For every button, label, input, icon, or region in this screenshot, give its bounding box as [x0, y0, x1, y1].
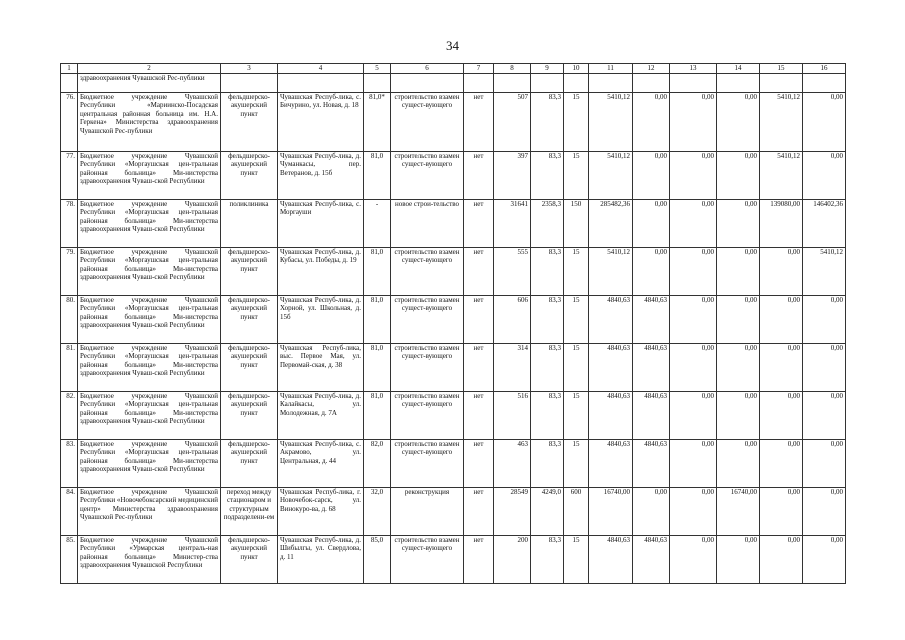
column-number-7: 7 — [464, 64, 494, 74]
cell-cost-y3 — [717, 74, 760, 93]
cell-address: Чувашская Респуб-лика, д. Хорной, ул. Школьная, д. 15б — [278, 296, 364, 344]
cell-facility-type: фельдшерско-акушерский пункт — [221, 344, 278, 392]
cell-capacity — [531, 74, 564, 93]
column-number-2: 2 — [78, 64, 221, 74]
cell-flag: нет — [464, 248, 494, 296]
column-number-9: 9 — [531, 64, 564, 74]
cell-organization: Бюджетное учреждение Чувашской Республики «Моргаушская цен-тральная районная больница» Ми-нистерства здравоохранения Чуваш-ской Республики — [78, 152, 221, 200]
cell-area — [364, 74, 391, 93]
cell-organization: Бюджетное учреждение Чувашской Республики «Моргаушская цен-тральная районная больница» Ми-нистерства здравоохранения Чуваш-ской Республики — [78, 440, 221, 488]
cell-cost-y4: 0,00 — [760, 536, 803, 584]
cell-capacity: 4249,0 — [531, 488, 564, 536]
table-row — [61, 296, 846, 344]
cell-visits: 15 — [564, 248, 589, 296]
cell-visits: 150 — [564, 200, 589, 248]
cell-row-number: 82. — [61, 392, 78, 440]
cell-organization: Бюджетное учреждение Чувашской Республики «Моргаушская цен-тральная районная больница» Ми-нистерства здравоохранения Чуваш-ской Республики — [78, 392, 221, 440]
cell-organization: Бюджетное учреждение Чувашской Республики «Новочебоксарский медицинский центр» Министерства здравоохранения Чувашской Рес-публики — [78, 488, 221, 536]
cell-facility-type: фельдшерско-акушерский пункт — [221, 152, 278, 200]
cell-population — [494, 74, 531, 93]
cell-flag: нет — [464, 344, 494, 392]
cell-capacity: 83,3 — [531, 536, 564, 584]
column-number-4: 4 — [278, 64, 364, 74]
cell-cost-y5 — [803, 74, 846, 93]
cell-organization: Бюджетное учреждение Чувашской Республики «Моргаушская цен-тральная районная больница» Ми-нистерства здравоохранения Чуваш-ской Республики — [78, 248, 221, 296]
cell-flag: нет — [464, 488, 494, 536]
cell-address: Чувашская Респуб-лика, с. Моргауши — [278, 200, 364, 248]
column-number-row — [61, 64, 846, 74]
cell-facility-type: фельдшерско-акушерский пункт — [221, 296, 278, 344]
cell-cost-y3: 0,00 — [717, 392, 760, 440]
cell-cost-y4 — [760, 74, 803, 93]
cell-area: 82,0 — [364, 440, 391, 488]
cell-cost-y1: 4840,63 — [633, 296, 670, 344]
cell-population: 31641 — [494, 200, 531, 248]
cell-cost-y3: 16740,00 — [717, 488, 760, 536]
cell-row-number: 77. — [61, 152, 78, 200]
cell-cost-y3: 0,00 — [717, 296, 760, 344]
cell-flag: нет — [464, 536, 494, 584]
cell-flag: нет — [464, 200, 494, 248]
table-row — [61, 392, 846, 440]
cell-total-cost: 16740,00 — [589, 488, 633, 536]
table-row — [61, 200, 846, 248]
cell-cost-y1: 0,00 — [633, 152, 670, 200]
cell-work-type — [391, 74, 464, 93]
cell-total-cost: 4840,63 — [589, 344, 633, 392]
column-number-8: 8 — [494, 64, 531, 74]
cell-row-number — [61, 74, 78, 93]
cell-area: 81,0 — [364, 296, 391, 344]
cell-organization: Бюджетное учреждение Чувашской Республики «Моргаушская цен-тральная районная больница» Ми-нистерства здравоохранения Чуваш-ской Республики — [78, 296, 221, 344]
cell-total-cost: 4840,63 — [589, 392, 633, 440]
cell-cost-y5: 0,00 — [803, 440, 846, 488]
cell-cost-y3: 0,00 — [717, 93, 760, 152]
cell-total-cost: 5410,12 — [589, 248, 633, 296]
cell-row-number: 81. — [61, 344, 78, 392]
cell-flag: нет — [464, 392, 494, 440]
cell-population: 555 — [494, 248, 531, 296]
column-number-16: 16 — [803, 64, 846, 74]
cell-capacity: 83,3 — [531, 93, 564, 152]
cell-visits: 15 — [564, 296, 589, 344]
cell-cost-y4: 0,00 — [760, 392, 803, 440]
cell-work-type: строительство взамен сущест-вующего — [391, 248, 464, 296]
cell-cost-y1: 0,00 — [633, 93, 670, 152]
cell-area: 81,0 — [364, 152, 391, 200]
cell-facility-type: фельдшерско-акушерский пункт — [221, 392, 278, 440]
cell-cost-y4: 0,00 — [760, 296, 803, 344]
cell-cost-y5: 0,00 — [803, 152, 846, 200]
cell-cost-y1: 0,00 — [633, 248, 670, 296]
facilities-table — [60, 63, 846, 584]
column-number-12: 12 — [633, 64, 670, 74]
cell-cost-y3: 0,00 — [717, 200, 760, 248]
cell-flag: нет — [464, 93, 494, 152]
cell-cost-y1 — [633, 74, 670, 93]
cell-organization: Бюджетное учреждение Чувашской Республики «Моргаушская цен-тральная районная больница» Ми-нистерства здравоохранения Чуваш-ской Республики — [78, 200, 221, 248]
cell-cost-y2: 0,00 — [670, 488, 717, 536]
cell-total-cost: 5410,12 — [589, 152, 633, 200]
cell-capacity: 83,3 — [531, 392, 564, 440]
cell-facility-type — [221, 74, 278, 93]
cell-row-number: 79. — [61, 248, 78, 296]
table-row — [61, 74, 846, 93]
cell-cost-y4: 0,00 — [760, 488, 803, 536]
cell-cost-y2: 0,00 — [670, 200, 717, 248]
table-row — [61, 152, 846, 200]
cell-cost-y5: 0,00 — [803, 296, 846, 344]
cell-address: Чувашская Респуб-лика, г. Новочебок-сарск, ул. Винокуро-ва, д. 68 — [278, 488, 364, 536]
cell-work-type: строительство взамен сущест-вующего — [391, 536, 464, 584]
cell-total-cost: 4840,63 — [589, 296, 633, 344]
cell-cost-y2: 0,00 — [670, 152, 717, 200]
cell-cost-y5: 146402,36 — [803, 200, 846, 248]
cell-population: 606 — [494, 296, 531, 344]
column-number-13: 13 — [670, 64, 717, 74]
cell-organization: Бюджетное учреждение Чувашской Республики «Моргаушская цен-тральная районная больница» Ми-нистерства здравоохранения Чуваш-ской Республики — [78, 344, 221, 392]
cell-population: 397 — [494, 152, 531, 200]
cell-cost-y4: 5410,12 — [760, 152, 803, 200]
cell-work-type: строительство взамен сущест-вующего — [391, 93, 464, 152]
cell-organization: Бюджетное учреждение Чувашской Республики «Урмарская централь-ная районная больница» Министер-ства здравоохранения Чувашской Республики — [78, 536, 221, 584]
cell-cost-y5: 0,00 — [803, 344, 846, 392]
cell-address: Чувашская Респуб-лика, д. Чуманкасы, пер. Ветеранов, д. 15б — [278, 152, 364, 200]
cell-cost-y3: 0,00 — [717, 152, 760, 200]
cell-cost-y5: 0,00 — [803, 536, 846, 584]
cell-visits: 15 — [564, 152, 589, 200]
cell-population: 507 — [494, 93, 531, 152]
column-number-5: 5 — [364, 64, 391, 74]
cell-total-cost — [589, 74, 633, 93]
cell-row-number: 85. — [61, 536, 78, 584]
column-number-3: 3 — [221, 64, 278, 74]
table-row — [61, 344, 846, 392]
cell-area: - — [364, 200, 391, 248]
cell-cost-y4: 139080,00 — [760, 200, 803, 248]
cell-cost-y1: 4840,63 — [633, 392, 670, 440]
cell-visits: 15 — [564, 93, 589, 152]
cell-facility-type: фельдшерско-акушерский пункт — [221, 440, 278, 488]
cell-facility-type: фельдшерско-акушерский пункт — [221, 93, 278, 152]
cell-area: 32,0 — [364, 488, 391, 536]
cell-total-cost: 5410,12 — [589, 93, 633, 152]
cell-cost-y3: 0,00 — [717, 536, 760, 584]
cell-row-number: 76. — [61, 93, 78, 152]
cell-address — [278, 74, 364, 93]
cell-cost-y3: 0,00 — [717, 344, 760, 392]
cell-population: 516 — [494, 392, 531, 440]
cell-cost-y5: 0,00 — [803, 392, 846, 440]
cell-cost-y2: 0,00 — [670, 248, 717, 296]
cell-cost-y4: 0,00 — [760, 440, 803, 488]
cell-facility-type: фельдшерско-акушерский пункт — [221, 248, 278, 296]
cell-cost-y4: 0,00 — [760, 248, 803, 296]
table-row — [61, 248, 846, 296]
column-number-15: 15 — [760, 64, 803, 74]
table-row — [61, 440, 846, 488]
cell-cost-y1: 4840,63 — [633, 344, 670, 392]
cell-organization: здравоохранения Чувашской Рес-публики — [78, 74, 221, 93]
cell-cost-y3: 0,00 — [717, 440, 760, 488]
cell-cost-y1: 4840,63 — [633, 536, 670, 584]
cell-area: 85,0 — [364, 536, 391, 584]
column-number-1: 1 — [61, 64, 78, 74]
cell-row-number: 78. — [61, 200, 78, 248]
cell-facility-type: поликлиника — [221, 200, 278, 248]
cell-cost-y3: 0,00 — [717, 248, 760, 296]
cell-cost-y2: 0,00 — [670, 344, 717, 392]
cell-cost-y2: 0,00 — [670, 296, 717, 344]
cell-cost-y2: 0,00 — [670, 93, 717, 152]
column-number-6: 6 — [391, 64, 464, 74]
cell-cost-y2: 0,00 — [670, 440, 717, 488]
table-row — [61, 488, 846, 536]
cell-row-number: 80. — [61, 296, 78, 344]
cell-row-number: 83. — [61, 440, 78, 488]
cell-total-cost: 285482,36 — [589, 200, 633, 248]
cell-area: 81,0* — [364, 93, 391, 152]
cell-visits: 15 — [564, 440, 589, 488]
cell-area: 81,0 — [364, 344, 391, 392]
cell-area: 81,0 — [364, 248, 391, 296]
cell-capacity: 83,3 — [531, 440, 564, 488]
cell-work-type: новое строи-тельство — [391, 200, 464, 248]
cell-flag: нет — [464, 152, 494, 200]
cell-visits: 15 — [564, 536, 589, 584]
cell-address: Чувашская Респуб-лика, д. Калайкасы, ул. Молодежная, д. 7А — [278, 392, 364, 440]
cell-total-cost: 4840,63 — [589, 536, 633, 584]
cell-cost-y4: 0,00 — [760, 344, 803, 392]
cell-address: Чувашская Респуб-лика, д. Шибылгы, ул. Свердлова, д. 11 — [278, 536, 364, 584]
cell-work-type: реконструкция — [391, 488, 464, 536]
cell-cost-y2: 0,00 — [670, 536, 717, 584]
column-number-10: 10 — [564, 64, 589, 74]
cell-population: 314 — [494, 344, 531, 392]
cell-work-type: строительство взамен сущест-вующего — [391, 344, 464, 392]
cell-flag: нет — [464, 296, 494, 344]
cell-cost-y2: 0,00 — [670, 392, 717, 440]
cell-population: 463 — [494, 440, 531, 488]
cell-address: Чувашская Респуб-лика, выс. Первое Мая, ул. Первомай-ская, д. 38 — [278, 344, 364, 392]
cell-cost-y5: 0,00 — [803, 93, 846, 152]
cell-population: 200 — [494, 536, 531, 584]
cell-visits: 15 — [564, 344, 589, 392]
cell-cost-y5: 5410,12 — [803, 248, 846, 296]
cell-cost-y2 — [670, 74, 717, 93]
cell-capacity: 2358,3 — [531, 200, 564, 248]
cell-cost-y4: 5410,12 — [760, 93, 803, 152]
cell-total-cost: 4840,63 — [589, 440, 633, 488]
table-row — [61, 536, 846, 584]
cell-organization: Бюджетное учреждение Чувашской Республики «Мариинско-Посадская центральная районная больница им. Н.А. Геркена» Министерства здравоохранения Чувашской Рес-публики — [78, 93, 221, 152]
page-number: 34 — [446, 38, 459, 53]
cell-cost-y1: 4840,63 — [633, 440, 670, 488]
cell-facility-type: переход между стационаром и структурным подразделени-ем — [221, 488, 278, 536]
cell-facility-type: фельдшерско-акушерский пункт — [221, 536, 278, 584]
cell-row-number: 84. — [61, 488, 78, 536]
cell-visits: 600 — [564, 488, 589, 536]
cell-flag: нет — [464, 440, 494, 488]
cell-visits — [564, 74, 589, 93]
column-number-11: 11 — [589, 64, 633, 74]
cell-work-type: строительство взамен сущест-вующего — [391, 152, 464, 200]
cell-population: 28549 — [494, 488, 531, 536]
cell-area: 81,0 — [364, 392, 391, 440]
table-row — [61, 93, 846, 152]
cell-capacity: 83,3 — [531, 344, 564, 392]
cell-work-type: строительство взамен сущест-вующего — [391, 296, 464, 344]
cell-address: Чувашская Респуб-лика, д. Кубасы, ул. Победы, д. 19 — [278, 248, 364, 296]
cell-capacity: 83,3 — [531, 296, 564, 344]
column-number-14: 14 — [717, 64, 760, 74]
cell-visits: 15 — [564, 392, 589, 440]
cell-cost-y1: 0,00 — [633, 200, 670, 248]
cell-work-type: строительство взамен сущест-вующего — [391, 392, 464, 440]
cell-address: Чувашская Респуб-лика, с. Бичурино, ул. Новая, д. 18 — [278, 93, 364, 152]
cell-cost-y1: 0,00 — [633, 488, 670, 536]
cell-capacity: 83,3 — [531, 152, 564, 200]
cell-flag — [464, 74, 494, 93]
cell-work-type: строительство взамен сущест-вующего — [391, 440, 464, 488]
cell-cost-y5: 0,00 — [803, 488, 846, 536]
cell-capacity: 83,3 — [531, 248, 564, 296]
cell-address: Чувашская Респуб-лика, с. Акрамово, ул. Центральная, д. 44 — [278, 440, 364, 488]
